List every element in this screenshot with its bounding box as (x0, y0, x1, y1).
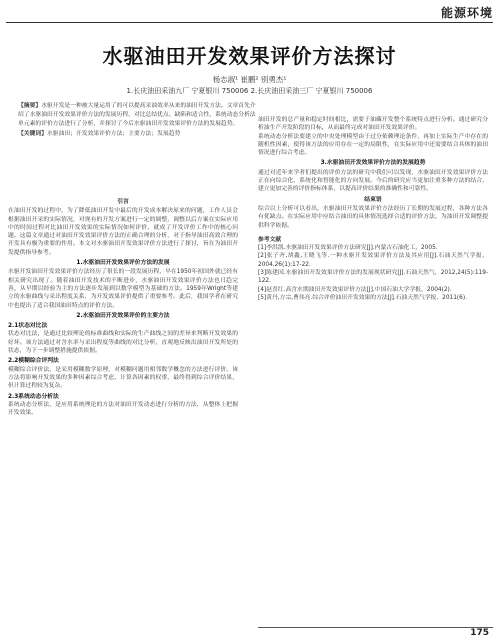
authors-line: 杨志淑¹ 崔鹏² 别勇杰¹ (212, 75, 287, 84)
abstract-paragraph (18, 102, 258, 130)
section21-paragraph: 状态对比法，是通过比较理论的标准曲线和实际的生产曲线之间的差异来判断开发效果的好坏。该方法通过对含水率与采出程度等曲线的对比分析，直观地反映出油田开发所处的状态，为下一步调整措施提供依据。 (8, 331, 238, 355)
reference-item: [4]赵喜红.高含水期油田开发效果评价方法[J].中国石油大学学报，2004(2). (258, 286, 452, 293)
keywords-text: 水驱油田；开发效果评价方法；主要方法；发展趋势 (47, 130, 181, 137)
conclusion-heading: 结束语 (364, 196, 382, 203)
section1-heading: 1.水驱油田开发效果评价方法的发展 (76, 260, 170, 267)
section23-paragraph: 系统动态分析法，是应用系统理论的方法对油田开发动态进行分析的方法，从整体上把握开发效果。 (8, 401, 238, 417)
conclusion-paragraph: 综合以上分析可以看出，水驱油田开发效果评价方法经历了长期的发展过程，各种方法各有优缺点。在实际应用中应结合油田的具体情况选择合适的评价方法，为油田开发调整提供科学依据。 (258, 205, 488, 229)
abstract-label: 【摘要】 (18, 103, 42, 109)
reference-item: [1]李洪凯.水驱油田开发效果评价方法研究[J].内蒙古石油化工，2005. (258, 245, 438, 252)
section23-heading: 2.3系统动态分析法 (8, 393, 59, 400)
right-paragraph-2: 系统动态分析法要建立的中央处理模型由于过分依赖理论条件，再加上实际生产中存在的随机性因素，使得该方法的应用存在一定的局限性，在实际应用中还需要结合具体的油田情况进行综合考虑。 (258, 133, 488, 157)
references-heading: 参考文献 (258, 236, 282, 243)
section22-paragraph: 模糊综合评价法，是采用模糊数学原理，对模糊问题用相邻数学概念的方法进行评价。该方法将影响开发效果的多种因素综合考虑，计算各因素的权重，最终得到综合评价结果，但计算过程较为复杂。 (8, 366, 238, 390)
section3-paragraph: 通过对近年来学者们提出的评价方法的研究中我们可以发现，水驱油田开发效果评价方法正在向综合化、系统化和智能化的方向发展。今后的研究应当更加注重多种方法的结合，建立更加完善的评价指标体系，以提高评价结果的准确性和可靠性。 (258, 169, 488, 193)
section21-heading: 2.1状态对比法 (8, 323, 48, 330)
keywords-paragraph (18, 130, 258, 139)
header-rule (6, 22, 493, 23)
reference-item: [3]陈建国.水驱油田开发效果评价方法的发展现状研究[J].石油天然气，2012,24(5):119-122. (258, 270, 488, 285)
abstract-text: 水驱开发是一种被大量运用了的可以提高采油效率从来的油田开发方法。文章首先介绍了水驱油田开发效果评价方法的发展历程，对比总结优点、缺陷和适合性，系统动态分析法单元素的评价方法进行了分析，并探讨了今后水驱油田开发效果评价方法的发展趋势。 (18, 103, 256, 128)
section2-heading: 2.水驱油田开发效果评价的主要方法 (76, 312, 170, 319)
intro-heading: 引言 (117, 199, 129, 205)
section3-heading: 3.水驱油田开发效果评价方法的发展趋势 (320, 160, 426, 167)
section-tag: 能源环境 (440, 6, 493, 20)
right-paragraph-1: 油田开发的总产量和稳定时间相比，需要于油藏开发整个系统特点进行分析。通过研究分析油生产开发阶段的目标，从而最终完成对油田开发效果评价。 (258, 117, 488, 132)
affiliation-line: 1.长庆油田采油九厂 宁夏银川 750006 2.长庆油田采油三厂 宁夏银川 750006 (126, 87, 373, 95)
left-column (8, 196, 238, 417)
reference-item: [5]黄丹,方宗,曹伟亮.综合评价油田开发效果的方法[J].石油天然气学报，2011(6). (258, 294, 467, 301)
abstract-block (18, 102, 258, 139)
article-title: 水驱油田开发效果评价方法探讨 (102, 44, 397, 68)
footer-rule (258, 627, 493, 628)
page-number: 175 (470, 628, 489, 638)
right-column (258, 116, 488, 302)
keywords-label: 【关键词】 (18, 130, 47, 137)
intro-paragraph: 在油田开发的过程中，为了降低油田开发中最后的开发成本解决原来的问题，工作人员会根据油田开采的实际情况，对现有的开发方案进行一定的调整，调整以后方案在实际应用中的时间过程对比油田开发效果的实际情况如何评价，就成了开发评价工作中的核心问题。这篇文章通过对油田开发效果评价方法的正确合理的分析，对于指导油田高效合理的开发具有极为重要的作用。本文对水驱油田开发效果评价方法进行了探讨，旨在为油田开发提供指导参考。 (8, 208, 238, 256)
reference-item: [2]张子齐,胡鑫,王晓飞等.一种水驱开发效果评价方法及其应用[J].石油天然气学报，2004,26(1):17-22. (258, 253, 488, 268)
section1-paragraph: 水驱开发油田开发效果评价方法经历了很长的一段发展历程，早在1950年初国外就已经有相关研究出现了。随着油田开发技术的不断进步，水驱油田开发效果评价方法也日趋完善，从早期以经验为主的方法逐步发展到以数学模型为基础的方法。1959年Wright等建立的水驱曲线与采出程度关系，为开发效果评价提供了重要参考。此后，我国学者在研究中也提出了适合我国油田特点的评价方法。 (8, 269, 238, 309)
section22-heading: 2.2模糊综合评判法 (8, 358, 59, 365)
